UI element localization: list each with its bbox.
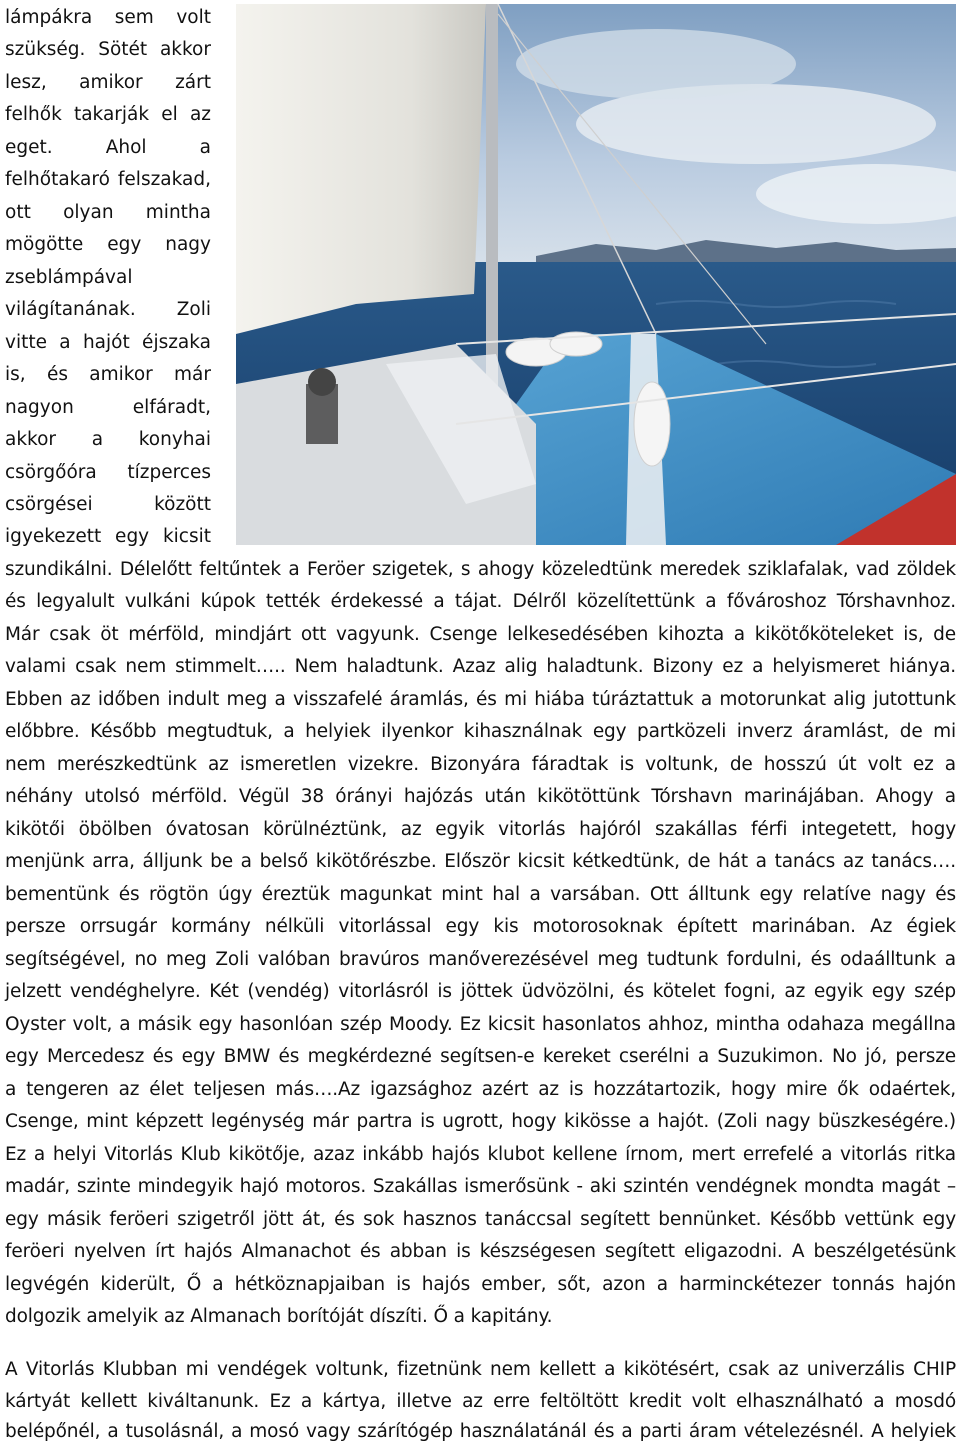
- text-line: világítanának. Zoli: [5, 299, 211, 320]
- text-line: nagyon elfáradt,: [5, 397, 211, 418]
- text-line: egy Mercedesz és egy BMW és megkérdezné segítsen-e kereket cserélni a Suzukimon. No jó, persze: [5, 1046, 956, 1067]
- text-line: madár, szinte mindegyik hajó motoros. Szakállas ismerősünk - aki szintén vendégnek mondta magát –: [5, 1176, 956, 1197]
- text-line: vitte a hajót éjszaka: [5, 332, 211, 353]
- text-line: belépőnél, a tusolásnál, a mosó vagy szárítógép használatánál és a parti áram vételezésnél. A helyiek: [5, 1421, 956, 1442]
- text-line: feröeri nyelven írt hajós Almanachot és abban is készségesen segített eligazodni. A beszélgetésünk: [5, 1241, 956, 1262]
- text-line: akkor a konyhai: [5, 429, 211, 450]
- text-line: igyekezett egy kicsit: [5, 526, 211, 547]
- text-line: előbbre. Később megtudtuk, a helyiek ilyenkor kihasználnak egy partközeli inverz áramlást, de mi: [5, 721, 956, 742]
- text-line: és legyalult vulkáni kúpok tették érdekessé a tájat. Délről közelítettünk a fővároshoz Tórshavnhoz.: [5, 591, 956, 612]
- text-line: Ez a helyi Vitorlás Klub kikötője, azaz inkább hajós klubot kellene írnom, mert errefelé a vitorlás ritka: [5, 1144, 956, 1165]
- text-line: persze orrsugár kormány nélküli vitorlással egy kis motorosoknak épített marinában. Az égiek: [5, 916, 956, 937]
- text-line: a tengeren az élet teljesen más….Az igazsághoz azért az is hozzátartozik, hogy mire ők odaértek,: [5, 1079, 956, 1100]
- text-line: felhők takarják el az: [5, 104, 211, 125]
- text-line: csörgőóra tízperces: [5, 462, 211, 483]
- text-line: jelzett vendéghelyre. Két (vendég) vitorlásról is jöttek üdvözölni, és kötelet fogni, az egyik egy szép: [5, 981, 956, 1002]
- text-line: csörgései között: [5, 494, 211, 515]
- text-line: valami csak nem stimmelt….. Nem haladtunk. Azaz alig haladtunk. Bizony ez a helyismeret hiánya.: [5, 656, 956, 677]
- text-line: Ebben az időben indult meg a visszafelé áramlás, és mi hiába túráztattuk a motorunkat alig jutottunk: [5, 689, 956, 710]
- text-line: Már csak öt mérföld, mindjárt ott vagyunk. Csenge lelkesedésében kihozta a kikötőköteleket is, de: [5, 624, 956, 645]
- text-line: egy másik feröeri szigetről jött át, és sok hasznos tanáccsal segített bennünket. Később vettünk egy: [5, 1209, 956, 1230]
- text-line: menjünk arra, álljunk be a belső kikötőrészbe. Először kicsit kétkedtünk, de hát a tanács az tanács….: [5, 851, 956, 872]
- text-line: mögötte egy nagy: [5, 234, 211, 255]
- text-line: lámpákra sem volt: [5, 7, 211, 28]
- text-line: is, és amikor már: [5, 364, 211, 385]
- text-line: bementünk és rögtön úgy éreztük magunkat mint hal a varsában. Ott álltunk egy relatíve nagy és: [5, 884, 956, 905]
- text-line: ott olyan mintha: [5, 202, 211, 223]
- text-line: legvégén kiderült, Ő a hétköznapjaiban is hajós ember, sőt, azon a harminckétezer tonnás hajón: [5, 1274, 956, 1295]
- sail: [236, 4, 486, 334]
- text-line: kártyát kellett kiváltanunk. Ez a kártya, illetve az erre feltöltött kredit volt elhasználható a mosdó: [5, 1391, 956, 1412]
- text-line: Oyster volt, a másik egy hasonlóan szép Moody. Ez kicsit hasonlatos ahhoz, mintha odahaza megállna: [5, 1014, 956, 1035]
- fender: [634, 382, 670, 466]
- text-line: kikötői öbölben óvatosan körülnéztünk, az egyik vitorlás hajóról szakállas férfi integetett, hogy: [5, 819, 956, 840]
- text-line: A Vitorlás Klubban mi vendégek voltunk, fizetnünk nem kellett a kikötésért, csak az univerzális CHIP: [5, 1359, 956, 1380]
- text-line: nem merészkedtünk az ismeretlen vizekre. Bizonyára fáradtak is voltunk, de hosszú út volt ez a: [5, 754, 956, 775]
- text-line: eget. Ahol a: [5, 137, 211, 158]
- text-line: felhőtakaró felszakad,: [5, 169, 211, 190]
- text-line: dolgozik amelyik az Almanach borítóját díszíti. Ő a kapitány.: [5, 1306, 553, 1327]
- text-line: segítségével, no meg Zoli valóban bravúros manőverezésével meg tudtunk fordulni, és odaálltunk a: [5, 949, 956, 970]
- text-line: lesz, amikor zárt: [5, 72, 211, 93]
- text-line: néhány utolsó mérföld. Végül 38 órányi hajózás után kikötöttünk Tórshavn marinájában. Ahogy a: [5, 786, 956, 807]
- sailboat-photo: [236, 4, 956, 545]
- text-line: szundikálni. Délelőtt feltűntek a Feröer szigetek, s ahogy közeledtünk meredek sziklafalak, vad zöldek: [5, 559, 956, 580]
- text-line: zseblámpával: [5, 267, 133, 288]
- text-line: Csenge, mint képzett legénység már partra is ugrott, hogy kikösse a hajót. (Zoli nagy büszkeségére.): [5, 1111, 956, 1132]
- sailboat-photo-drawing: [236, 4, 956, 545]
- text-line: szükség. Sötét akkor: [5, 39, 211, 60]
